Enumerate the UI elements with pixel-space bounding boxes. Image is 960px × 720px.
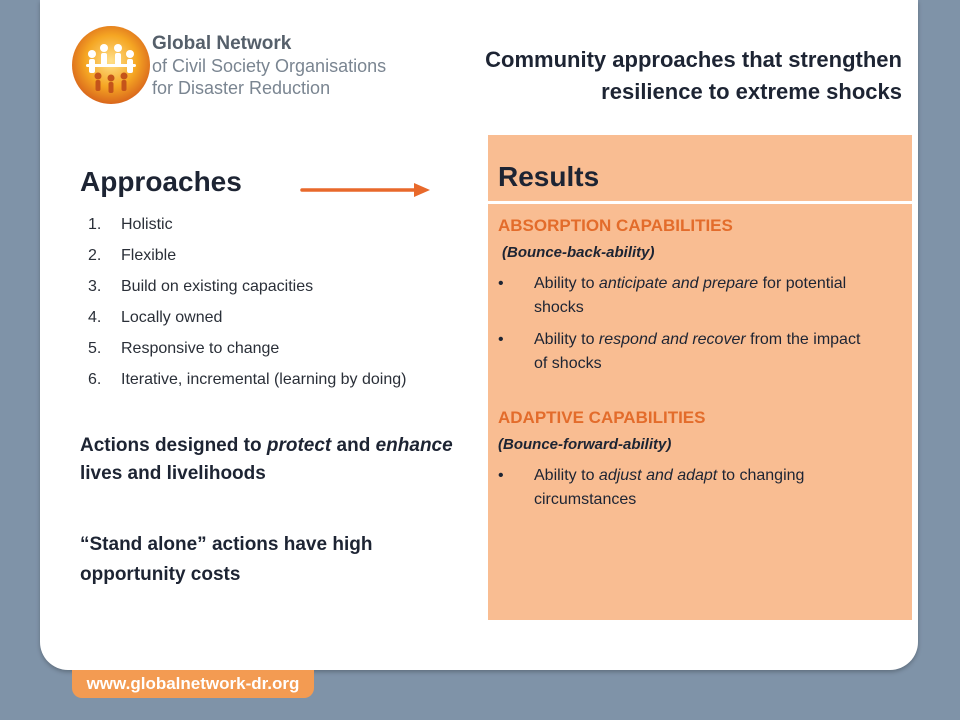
bullet-text: Ability to (534, 467, 599, 484)
list-label: Build on existing capacities (121, 278, 314, 295)
adaptive-subtitle: (Bounce-forward-ability) (498, 436, 672, 453)
list-label: Responsive to change (121, 340, 280, 357)
bullet-text: for potential shocks (534, 275, 847, 316)
list-label: Holistic (121, 216, 173, 233)
list-item (498, 464, 874, 512)
list-item (88, 210, 406, 241)
list-label: Locally owned (121, 309, 223, 326)
bullet-text: Ability to (534, 275, 599, 292)
organisation-name (152, 33, 386, 99)
actions-text-part: and (331, 435, 376, 456)
slide-title (432, 44, 902, 108)
list-number: 1. (88, 216, 102, 233)
actions-emphasis-protect: protect (266, 435, 332, 456)
approaches-list (88, 210, 406, 396)
list-item (498, 272, 874, 320)
actions-text-part: Actions designed to (80, 435, 267, 456)
list-label: Iterative, incremental (learning by doing) (121, 371, 407, 388)
absorption-title: ABSORPTION CAPABILITIES (498, 216, 733, 235)
org-name-line3: for Disaster Reduction (152, 78, 331, 98)
adaptive-bullets (498, 464, 902, 512)
bullet-emphasis: adjust and adapt (598, 467, 718, 484)
actions-text-part: lives and livelihoods (80, 463, 266, 484)
list-item (498, 328, 874, 376)
org-name-line2: of Civil Society Organisations (152, 56, 387, 76)
global-network-logo-icon (70, 24, 152, 106)
adaptive-title: ADAPTIVE CAPABILITIES (498, 408, 706, 427)
list-item (88, 241, 406, 272)
bullet-emphasis: respond and recover (598, 331, 746, 348)
absorption-subtitle: (Bounce-back-ability) (502, 244, 655, 261)
list-label: Flexible (121, 247, 177, 264)
website-link[interactable]: www.globalnetwork-dr.org (72, 670, 314, 698)
results-panel (488, 204, 912, 620)
bullet-text: to changing circumstances (534, 467, 805, 508)
list-item (88, 365, 406, 396)
list-number: 5. (88, 340, 102, 357)
actions-emphasis-enhance: enhance (375, 435, 453, 456)
list-item (88, 303, 406, 334)
list-item (88, 334, 406, 365)
list-item (88, 272, 406, 303)
standalone-statement: “Stand alone” actions have high opportunity costs (80, 534, 373, 585)
approaches-heading: Approaches (80, 166, 242, 197)
list-number: 2. (88, 247, 102, 264)
absorption-bullets (498, 272, 902, 376)
org-name-line1: Global Network (152, 33, 292, 54)
bullet-emphasis: anticipate and prepare (598, 275, 759, 292)
arrow-right-icon (298, 180, 434, 200)
slide-title-line2: resilience to extreme shocks (601, 79, 902, 104)
slide-title-line1: Community approaches that strengthen (485, 47, 902, 72)
actions-statement (80, 432, 470, 488)
list-number: 6. (88, 371, 102, 388)
bullet-text: Ability to (534, 331, 599, 348)
list-number: 4. (88, 309, 102, 326)
results-heading: Results (488, 135, 912, 201)
bullet-text: from the impact of shocks (534, 331, 861, 372)
list-number: 3. (88, 278, 102, 295)
